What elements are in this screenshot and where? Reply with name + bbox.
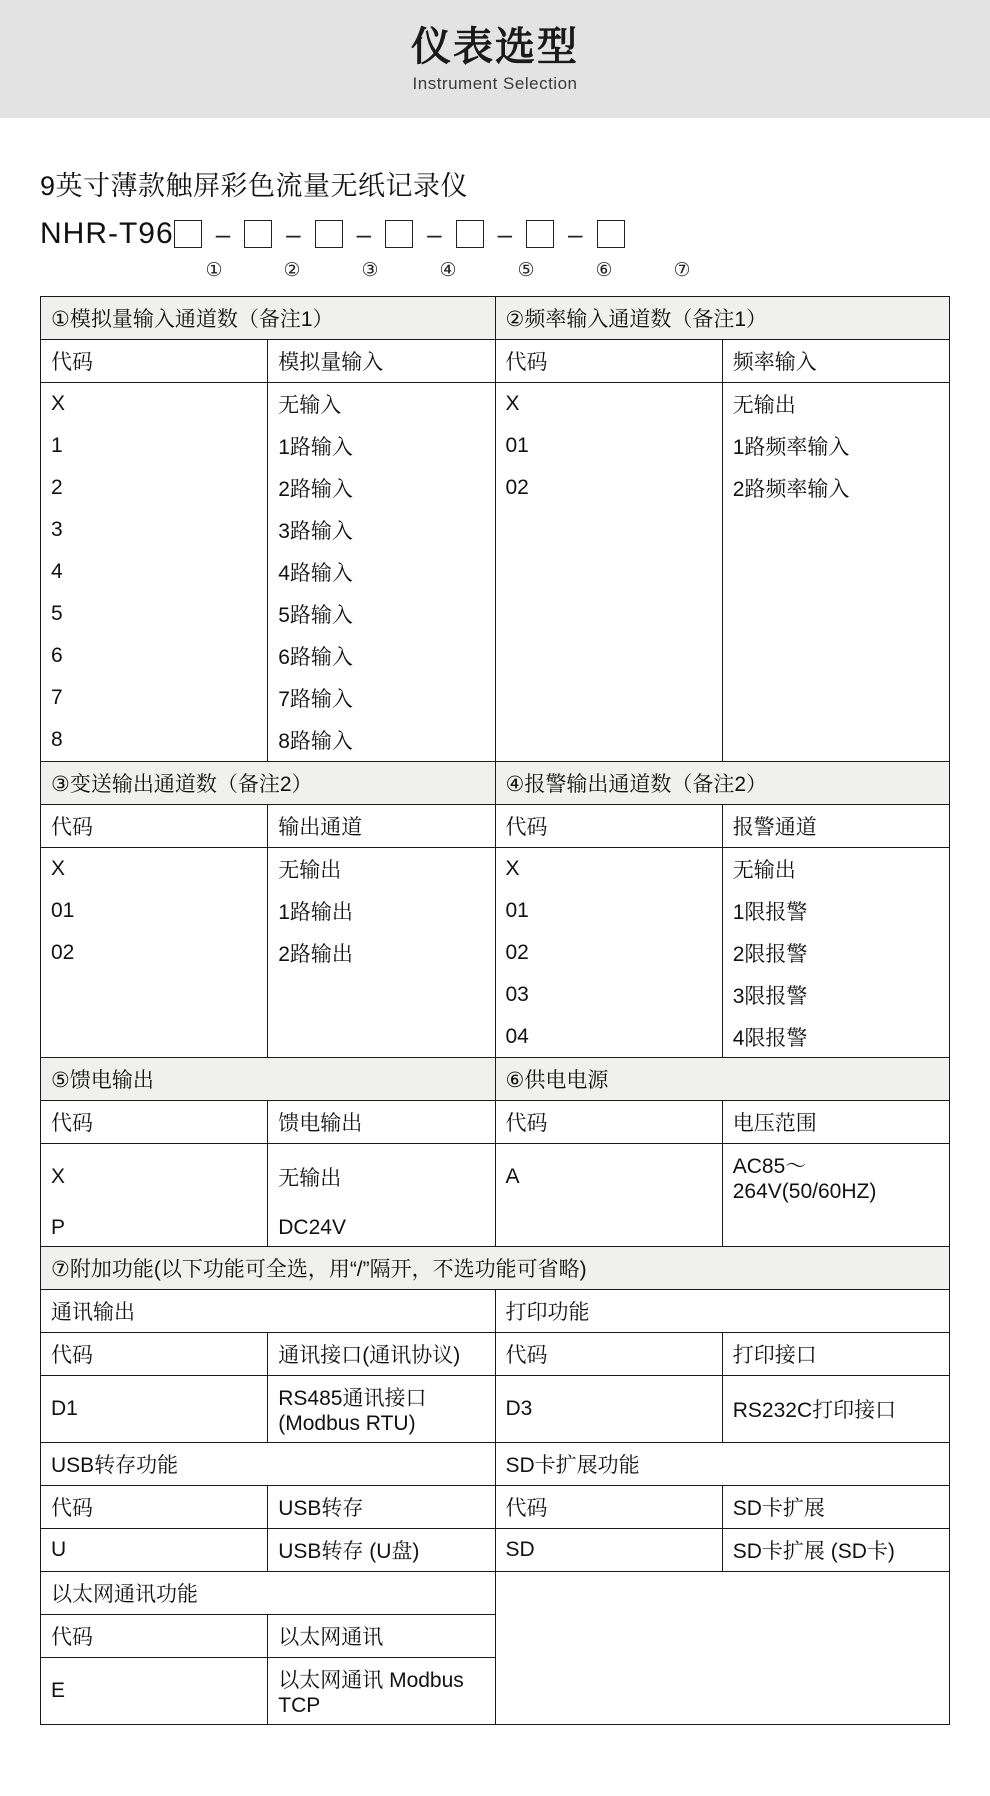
group-name: SD卡扩展功能 (495, 1442, 950, 1485)
table-row (41, 677, 950, 719)
cell-desc: 1限报警 (722, 890, 949, 932)
col-header-code: 代码 (495, 1332, 722, 1375)
cell-desc: USB转存 (U盘) (268, 1528, 495, 1571)
table-row (41, 1571, 950, 1614)
cell-code: X (41, 383, 268, 426)
table-row (41, 1101, 950, 1144)
model-marker-3: ③ (361, 260, 379, 281)
section-table-5-6 (40, 1057, 950, 1247)
cell-code: 01 (495, 890, 722, 932)
group-name: 以太网通讯功能 (41, 1571, 496, 1614)
page-title: 仪表选型 (411, 25, 579, 69)
col-header-code-3: 代码 (41, 804, 268, 847)
section-3-title: ③变送输出通道数（备注2） (41, 761, 496, 804)
cell-code-empty (495, 677, 722, 719)
cell-desc: SD卡扩展 (SD卡) (722, 1528, 949, 1571)
table-row (41, 1016, 950, 1059)
product-name: 9英寸薄款触屏彩色流量无纸记录仪 (40, 171, 469, 201)
cell-code: 03 (495, 974, 722, 1016)
section-1-title: ①模拟量输入通道数（备注1） (41, 297, 496, 340)
model-marker-1: ① (205, 260, 223, 281)
model-marker-7: ⑦ (673, 260, 691, 281)
empty-group-cell (495, 1571, 950, 1724)
cell-code: X (41, 1144, 268, 1211)
model-dash-4: – (427, 218, 442, 249)
model-slot-3 (315, 220, 343, 248)
model-code-row (40, 213, 950, 255)
col-header-name: USB转存 (268, 1485, 495, 1528)
cell-code: SD (495, 1528, 722, 1571)
cell-desc-empty (722, 593, 949, 635)
cell-code: 4 (41, 551, 268, 593)
cell-desc: 以太网通讯 Modbus TCP (268, 1657, 495, 1724)
cell-desc: 3路输入 (268, 509, 495, 551)
cell-code: U (41, 1528, 268, 1571)
cell-desc: 2路频率输入 (722, 467, 949, 509)
cell-code: 2 (41, 467, 268, 509)
cell-code: 7 (41, 677, 268, 719)
cell-code: X (41, 847, 268, 890)
table-row (41, 1289, 950, 1332)
cell-desc-empty (722, 719, 949, 762)
col-header-code: 代码 (495, 1485, 722, 1528)
cell-desc-empty (268, 1016, 495, 1059)
cell-code-empty (495, 593, 722, 635)
page-banner (0, 0, 990, 118)
cell-code: 8 (41, 719, 268, 762)
cell-desc: 2路输出 (268, 932, 495, 974)
cell-code: 02 (41, 932, 268, 974)
section-table-3-4 (40, 761, 950, 1059)
model-slot-1 (174, 220, 202, 248)
cell-code-empty (41, 974, 268, 1016)
cell-desc: 无输入 (268, 383, 495, 426)
cell-code: X (495, 383, 722, 426)
cell-desc: RS485通讯接口(Modbus RTU) (268, 1375, 495, 1442)
cell-code: 6 (41, 635, 268, 677)
cell-desc: 1路输入 (268, 425, 495, 467)
cell-code: A (495, 1144, 722, 1211)
model-marker-2: ② (283, 260, 301, 281)
cell-desc: RS232C打印接口 (722, 1375, 949, 1442)
model-marker-6: ⑥ (595, 260, 613, 281)
cell-desc: 8路输入 (268, 719, 495, 762)
cell-code-empty (495, 635, 722, 677)
table-row (41, 1442, 950, 1485)
table-row (41, 635, 950, 677)
cell-code: 5 (41, 593, 268, 635)
col-header-code-1: 代码 (41, 340, 268, 383)
cell-code: 04 (495, 1016, 722, 1059)
col-header-code-6: 代码 (495, 1101, 722, 1144)
cell-code: D1 (41, 1375, 268, 1442)
section-table-1-2 (40, 296, 950, 762)
model-slot-markers (200, 259, 950, 282)
cell-code: 01 (41, 890, 268, 932)
group-name: 通讯输出 (41, 1289, 496, 1332)
model-slot-2 (244, 220, 272, 248)
cell-desc: 3限报警 (722, 974, 949, 1016)
cell-desc: 无输出 (268, 847, 495, 890)
col-header-name-5: 馈电输出 (268, 1101, 495, 1144)
model-dash-5: – (497, 218, 513, 249)
table-row (41, 890, 950, 932)
section-6-title: ⑥供电电源 (495, 1058, 950, 1101)
table-row (41, 467, 950, 509)
table-row (41, 593, 950, 635)
cell-desc: 4路输入 (268, 551, 495, 593)
model-slot-6 (526, 220, 554, 248)
section-header-row (41, 761, 950, 804)
cell-code-empty (495, 551, 722, 593)
table-row (41, 425, 950, 467)
table-row (41, 847, 950, 890)
col-header-name-6: 电压范围 (722, 1101, 949, 1144)
cell-desc: 5路输入 (268, 593, 495, 635)
col-header-name-1: 模拟量输入 (268, 340, 495, 383)
content-area (0, 164, 990, 1725)
cell-code-empty (495, 719, 722, 762)
section-7-title: ⑦附加功能(以下功能可全选，用“/”隔开，不选功能可省略) (41, 1246, 950, 1289)
cell-code: 02 (495, 467, 722, 509)
cell-code: X (495, 847, 722, 890)
cell-code: E (41, 1657, 268, 1724)
table-row (41, 932, 950, 974)
col-header-name: 以太网通讯 (268, 1614, 495, 1657)
cell-code: P (41, 1210, 268, 1247)
col-header-code: 代码 (41, 1332, 268, 1375)
cell-desc: 2路输入 (268, 467, 495, 509)
col-header-name: 通讯接口(通讯协议) (268, 1332, 495, 1375)
table-row (41, 804, 950, 847)
model-dash-1: – (215, 218, 231, 249)
section-table-7 (40, 1246, 950, 1725)
col-header-code-5: 代码 (41, 1101, 268, 1144)
col-header-name-4: 报警通道 (722, 804, 949, 847)
page-subtitle: Instrument Selection (412, 74, 578, 93)
table-row (41, 1375, 950, 1442)
cell-desc: 2限报警 (722, 932, 949, 974)
cell-desc: 1路输出 (268, 890, 495, 932)
section-header-row (41, 297, 950, 340)
cell-desc-empty (268, 974, 495, 1016)
col-header-code-4: 代码 (495, 804, 722, 847)
col-header-code-2: 代码 (495, 340, 722, 383)
cell-code-empty (495, 509, 722, 551)
col-header-name: SD卡扩展 (722, 1485, 949, 1528)
model-slot-7 (597, 220, 625, 248)
section-5-title: ⑤馈电输出 (41, 1058, 496, 1101)
cell-desc-empty (722, 1210, 949, 1247)
table-row (41, 340, 950, 383)
model-dash-6: – (568, 218, 583, 249)
section-header-row (41, 1246, 950, 1289)
cell-code-empty (495, 1210, 722, 1247)
table-row (41, 1485, 950, 1528)
section-header-row (41, 1058, 950, 1101)
cell-desc: 无输出 (268, 1144, 495, 1211)
cell-desc-empty (722, 509, 949, 551)
cell-desc: DC24V (268, 1210, 495, 1247)
cell-desc: 7路输入 (268, 677, 495, 719)
cell-desc: AC85～264V(50/60HZ) (722, 1144, 949, 1211)
table-row (41, 509, 950, 551)
cell-desc-empty (722, 677, 949, 719)
cell-desc: 6路输入 (268, 635, 495, 677)
table-row (41, 1144, 950, 1211)
cell-desc: 4限报警 (722, 1016, 949, 1059)
col-header-code: 代码 (41, 1485, 268, 1528)
cell-desc-empty (722, 551, 949, 593)
col-header-name-2: 频率输入 (722, 340, 949, 383)
cell-code: D3 (495, 1375, 722, 1442)
cell-code: 3 (41, 509, 268, 551)
model-dash-3: – (356, 218, 372, 249)
cell-desc: 无输出 (722, 383, 949, 426)
model-prefix: NHR-T96 (40, 217, 174, 250)
table-row (41, 974, 950, 1016)
cell-desc-empty (722, 635, 949, 677)
table-row (41, 719, 950, 762)
table-row (41, 1528, 950, 1571)
col-header-name: 打印接口 (722, 1332, 949, 1375)
cell-desc: 无输出 (722, 847, 949, 890)
model-slot-5 (456, 220, 484, 248)
cell-code: 01 (495, 425, 722, 467)
table-row (41, 1332, 950, 1375)
table-row (41, 551, 950, 593)
table-row (41, 1210, 950, 1247)
cell-desc: 1路频率输入 (722, 425, 949, 467)
col-header-name-3: 输出通道 (268, 804, 495, 847)
model-marker-4: ④ (439, 260, 457, 281)
table-row (41, 383, 950, 426)
group-name: 打印功能 (495, 1289, 950, 1332)
section-4-title: ④报警输出通道数（备注2） (495, 761, 950, 804)
section-2-title: ②频率输入通道数（备注1） (495, 297, 950, 340)
model-dash-2: – (286, 218, 301, 249)
cell-code: 02 (495, 932, 722, 974)
cell-code-empty (41, 1016, 268, 1059)
model-slot-4 (385, 220, 413, 248)
cell-code: 1 (41, 425, 268, 467)
group-name: USB转存功能 (41, 1442, 496, 1485)
col-header-code: 代码 (41, 1614, 268, 1657)
model-marker-5: ⑤ (517, 260, 535, 281)
